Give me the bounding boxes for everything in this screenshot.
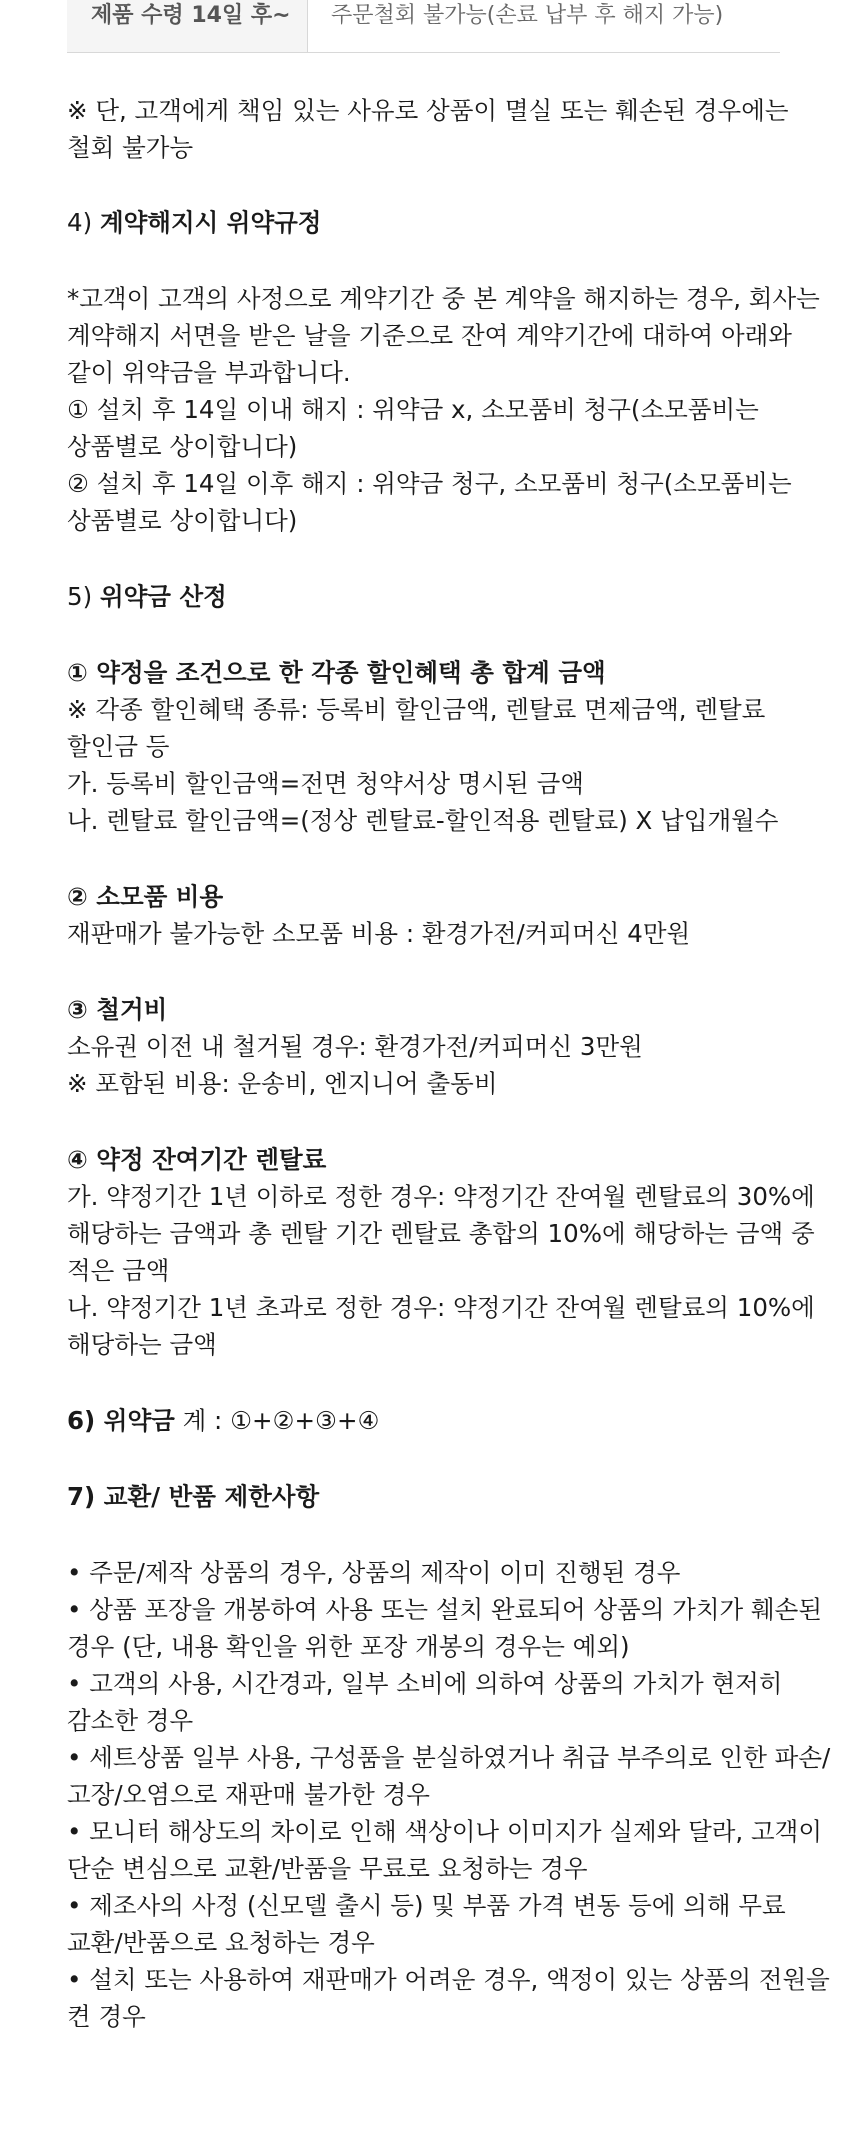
paragraph-line: 상품별로 상이합니다) <box>67 506 298 535</box>
paragraph-line: 할인금 등 <box>67 732 170 761</box>
section-number: 4) <box>67 208 100 237</box>
list-item: • 상품 포장을 개봉하여 사용 또는 설치 완료되어 상품의 가치가 훼손된 <box>67 1595 823 1624</box>
paragraph-line: 가. 약정기간 1년 이하로 정한 경우: 약정기간 잔여월 렌탈료의 30%에 <box>67 1182 815 1211</box>
section-4-heading <box>67 204 321 241</box>
paragraph-line: 같이 위약금을 부과합니다. <box>67 358 351 387</box>
paragraph-line: 소유권 이전 내 철거될 경우: 환경가전/커피머신 3만원 <box>67 1032 643 1061</box>
list-item: 고장/오염으로 재판매 불가한 경우 <box>67 1780 430 1809</box>
subsection-title: ③ 철거비 <box>67 995 168 1024</box>
paragraph-line: 가. 등록비 할인금액=전면 청약서상 명시된 금액 <box>67 769 584 798</box>
note-line: ※ 단, 고객에게 책임 있는 사유로 상품이 멸실 또는 훼손된 경우에는 <box>67 96 789 125</box>
list-item: 경우 (단, 내용 확인을 위한 포장 개봉의 경우는 예외) <box>67 1632 630 1661</box>
paragraph-line: 재판매가 불가능한 소모품 비용 : 환경가전/커피머신 4만원 <box>67 919 691 948</box>
paragraph-line: 적은 금액 <box>67 1256 170 1285</box>
section-title: 위약금 산정 <box>99 582 227 611</box>
list-item: 교환/반품으로 요청하는 경우 <box>67 1928 375 1957</box>
list-item: • 주문/제작 상품의 경우, 상품의 제작이 이미 진행된 경우 <box>67 1558 681 1587</box>
list-item: 단순 변심으로 교환/반품을 무료로 요청하는 경우 <box>67 1854 588 1883</box>
table-header-cell <box>67 0 308 52</box>
subsection-title: ① 약정을 조건으로 한 각종 할인혜택 총 합계 금액 <box>67 658 606 687</box>
penalty-formula: 계 : ①+②+③+④ <box>174 1406 380 1435</box>
section-number: 5) <box>67 582 100 611</box>
paragraph-line: 계약해지 서면을 받은 날을 기준으로 잔여 계약기간에 대하여 아래와 <box>67 321 792 350</box>
list-item: 켠 경우 <box>67 2002 146 2031</box>
subsection-title: ④ 약정 잔여기간 렌탈료 <box>67 1145 327 1174</box>
paragraph-line: ※ 각종 할인혜택 종류: 등록비 할인금액, 렌탈료 면제금액, 렌탈료 <box>67 695 766 724</box>
paragraph-line: 나. 약정기간 1년 초과로 정한 경우: 약정기간 잔여월 렌탈료의 10%에 <box>67 1293 815 1322</box>
paragraph-line: 상품별로 상이합니다) <box>67 432 298 461</box>
list-item: 감소한 경우 <box>67 1706 194 1735</box>
paragraph-line: ① 설치 후 14일 이내 해지 : 위약금 x, 소모품비 청구(소모품비는 <box>67 395 759 424</box>
section-5-heading <box>67 578 227 615</box>
paragraph-line: 해당하는 금액과 총 렌탈 기간 렌탈료 총합의 10%에 해당하는 금액 중 <box>67 1219 815 1248</box>
list-item: • 고객의 사용, 시간경과, 일부 소비에 의하여 상품의 가치가 현저히 <box>67 1669 783 1698</box>
section-title: 6) 위약금 <box>67 1406 175 1435</box>
list-item: • 설치 또는 사용하여 재판매가 어려운 경우, 액정이 있는 상품의 전원을 <box>67 1965 830 1994</box>
table-period-label: 제품 수령 14일 후~ <box>91 3 291 28</box>
paragraph-line: 해당하는 금액 <box>67 1330 217 1359</box>
paragraph-line: ※ 포함된 비용: 운송비, 엔지니어 출동비 <box>67 1069 498 1098</box>
paragraph-line: ② 설치 후 14일 이후 해지 : 위약금 청구, 소모품비 청구(소모품비는 <box>67 469 792 498</box>
list-item: • 세트상품 일부 사용, 구성품을 분실하였거나 취급 부주의로 인한 파손/ <box>67 1743 831 1772</box>
note-line: 철회 불가능 <box>67 133 194 162</box>
table-policy-value: 주문철회 불가능(손료 납부 후 해지 가능) <box>331 3 724 28</box>
subsection-title: ② 소모품 비용 <box>67 882 224 911</box>
cancellation-table-row <box>67 0 780 53</box>
list-item: • 제조사의 사정 (신모델 출시 등) 및 부품 가격 변동 등에 의해 무료 <box>67 1891 786 1920</box>
section-6-heading <box>67 1402 380 1439</box>
list-item: • 모니터 해상도의 차이로 인해 색상이나 이미지가 실제와 달라, 고객이 <box>67 1817 823 1846</box>
paragraph-line: 나. 렌탈료 할인금액=(정상 렌탈료-할인적용 렌탈료) X 납입개월수 <box>67 806 779 835</box>
section-title: 계약해지시 위약규정 <box>99 208 322 237</box>
paragraph-line: *고객이 고객의 사정으로 계약기간 중 본 계약을 해지하는 경우, 회사는 <box>67 284 820 313</box>
section-7-heading: 7) 교환/ 반품 제한사항 <box>67 1482 320 1511</box>
